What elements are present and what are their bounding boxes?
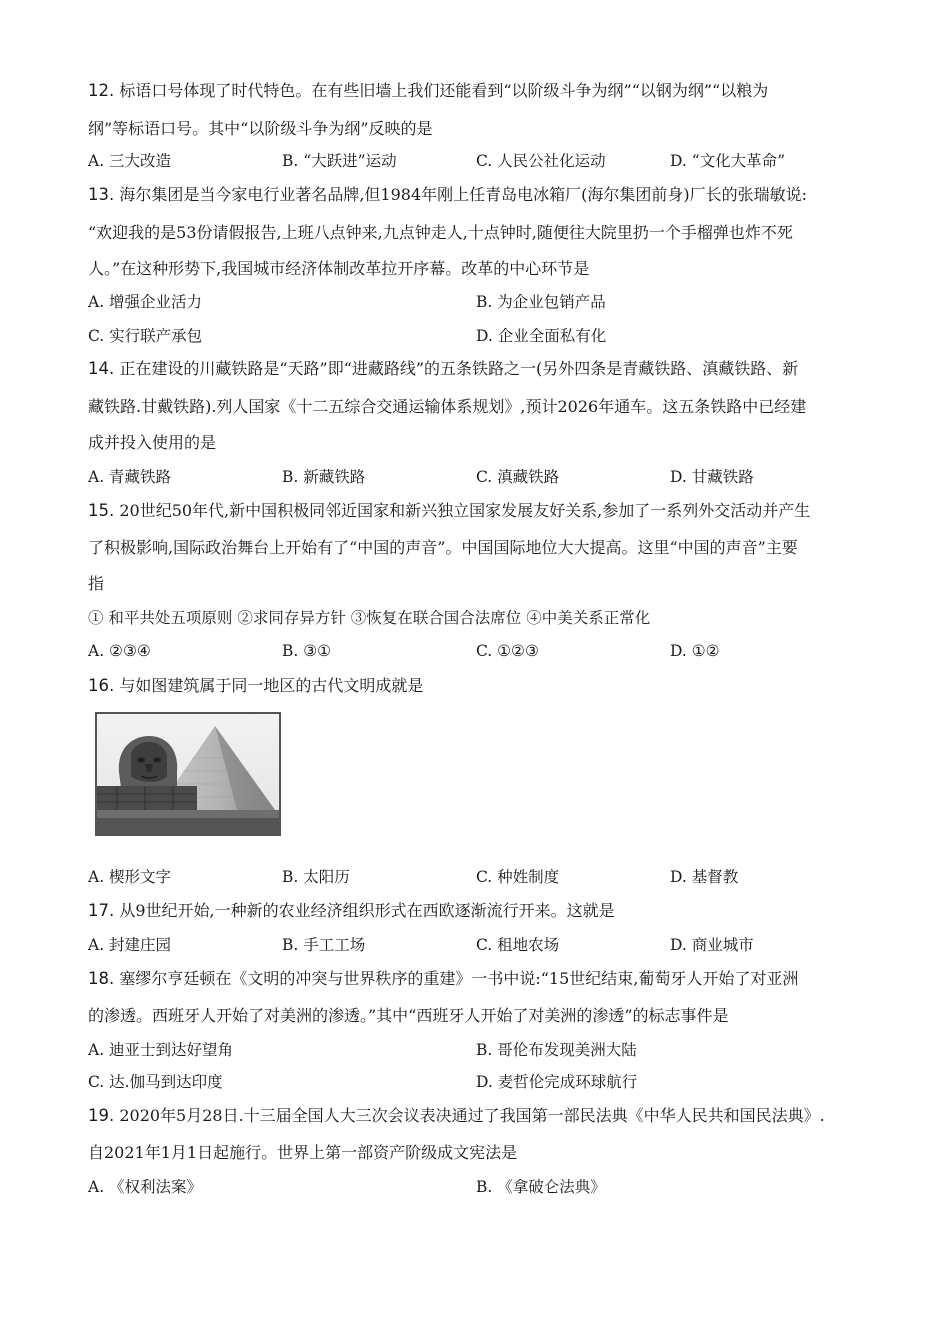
q17-option-a: A. 封建庄园 xyxy=(88,936,172,954)
q13-option-b: B. 为企业包销产品 xyxy=(476,293,606,311)
question-12-text xyxy=(88,80,878,102)
question-19-text-2: 自2021年1月1日起施行。世界上第一部资产阶级成文宪法是 xyxy=(88,1143,518,1162)
question-number: 14. xyxy=(88,359,115,378)
question-line: 从9世纪开始,一种新的农业经济组织形式在西欧逐渐流行开来。这就是 xyxy=(114,901,615,920)
question-line: 20世纪50年代,新中国积极同邻近国家和新兴独立国家发展友好关系,参加了一系列外交活动并产生 xyxy=(114,501,811,520)
question-14-text-3: 成并投入使用的是 xyxy=(88,433,217,452)
question-number: 18. xyxy=(88,969,115,988)
question-13-text-2: “欢迎我的是53份请假报告,上班八点钟来,九点钟走人,十点钟时,随便往大院里扔一个手榴弹也炸不死 xyxy=(88,223,793,242)
question-16-text xyxy=(88,675,878,697)
q16-option-c: C. 种姓制度 xyxy=(476,868,560,886)
q14-option-b: B. 新藏铁路 xyxy=(282,468,366,486)
question-13-text xyxy=(88,184,878,206)
q15-statements: ① 和平共处五项原则 ②求同存异方针 ③恢复在联合国合法席位 ④中美关系正常化 xyxy=(88,609,651,627)
q14-option-c: C. 滇藏铁路 xyxy=(476,468,560,486)
q12-option-b: B. “大跃进”运动 xyxy=(282,152,397,170)
q17-option-d: D. 商业城市 xyxy=(670,936,754,954)
question-15-text-2: 了积极影响,国际政治舞台上开始有了“中国的声音”。中国国际地位大大提高。这里“中国的声音”主要 xyxy=(88,538,798,557)
question-line: 塞缪尔亨廷顿在《文明的冲突与世界秩序的重建》一书中说:“15世纪结束,葡萄牙人开始了对亚洲 xyxy=(114,969,799,988)
q15-option-a: A. ②③④ xyxy=(88,642,151,660)
q18-option-a: A. 迪亚士到达好望角 xyxy=(88,1041,234,1059)
question-12-text-2: 纲”等标语口号。其中“以阶级斗争为纲”反映的是 xyxy=(88,119,433,138)
question-number: 19. xyxy=(88,1106,115,1125)
q19-option-a: A. 《权利法案》 xyxy=(88,1178,203,1196)
q15-option-b: B. ③① xyxy=(282,642,332,660)
q12-option-d: D. “文化大革命” xyxy=(670,152,786,170)
q15-option-c: C. ①②③ xyxy=(476,642,539,660)
question-number: 15. xyxy=(88,501,115,520)
question-line: 海尔集团是当今家电行业著名品牌,但1984年刚上任青岛电冰箱厂(海尔集团前身)厂长的张瑞敏说: xyxy=(114,185,808,204)
question-19-text xyxy=(88,1105,878,1127)
question-14-text-2: 藏铁路.甘戴铁路).列人国家《十二五综合交通运输体系规划》,预计2026年通车。这五条铁路中已经建 xyxy=(88,397,807,416)
sphinx-pyramid-image xyxy=(95,712,281,836)
question-line: 标语口号体现了时代特色。在有些旧墙上我们还能看到“以阶级斗争为纲”“以钢为纲”“以粮为 xyxy=(114,81,769,100)
q16-option-a: A. 楔形文字 xyxy=(88,868,172,886)
q17-option-c: C. 租地农场 xyxy=(476,936,560,954)
question-line: 正在建设的川藏铁路是“天路”即“进藏路线”的五条铁路之一(另外四条是青藏铁路、滇藏铁路、新 xyxy=(114,359,799,378)
question-number: 12. xyxy=(88,81,115,100)
q18-option-c: C. 达.伽马到达印度 xyxy=(88,1073,223,1091)
question-number: 16. xyxy=(88,676,115,695)
q19-option-b: B. 《拿破仑法典》 xyxy=(476,1178,606,1196)
q15-option-d: D. ①② xyxy=(670,642,720,660)
q16-option-b: B. 太阳历 xyxy=(282,868,350,886)
q14-option-a: A. 青藏铁路 xyxy=(88,468,172,486)
question-13-text-3: 人。”在这种形势下,我国城市经济体制改革拉开序幕。改革的中心环节是 xyxy=(88,259,590,278)
question-18-text-2: 的渗透。西班牙人开始了对美洲的渗透。”其中“西班牙人开始了对美洲的渗透”的标志事件是 xyxy=(88,1006,729,1025)
question-15-text xyxy=(88,500,878,522)
question-line: 2020年5月28日.十三届全国人大三次会议表决通过了我国第一部民法典《中华人民共和国民法典》. xyxy=(114,1106,825,1125)
question-line: 与如图建筑属于同一地区的古代文明成就是 xyxy=(114,676,424,695)
q13-option-a: A. 增强企业活力 xyxy=(88,293,203,311)
question-18-text xyxy=(88,968,878,990)
question-17-text xyxy=(88,900,878,922)
q13-option-d: D. 企业全面私有化 xyxy=(476,327,607,345)
q17-option-b: B. 手工工场 xyxy=(282,936,366,954)
q16-option-d: D. 基督教 xyxy=(670,868,739,886)
question-15-text-3: 指 xyxy=(88,574,105,593)
question-14-text xyxy=(88,358,878,380)
q13-option-c: C. 实行联产承包 xyxy=(88,327,203,345)
q14-option-d: D. 甘藏铁路 xyxy=(670,468,754,486)
q18-option-b: B. 哥伦布发现美洲大陆 xyxy=(476,1041,637,1059)
sphinx-pyramid-illustration xyxy=(97,714,279,834)
q12-option-c: C. 人民公社化运动 xyxy=(476,152,606,170)
question-number: 13. xyxy=(88,185,115,204)
question-number: 17. xyxy=(88,901,115,920)
q12-option-a: A. 三大改造 xyxy=(88,152,172,170)
q18-option-d: D. 麦哲伦完成环球航行 xyxy=(476,1073,638,1091)
